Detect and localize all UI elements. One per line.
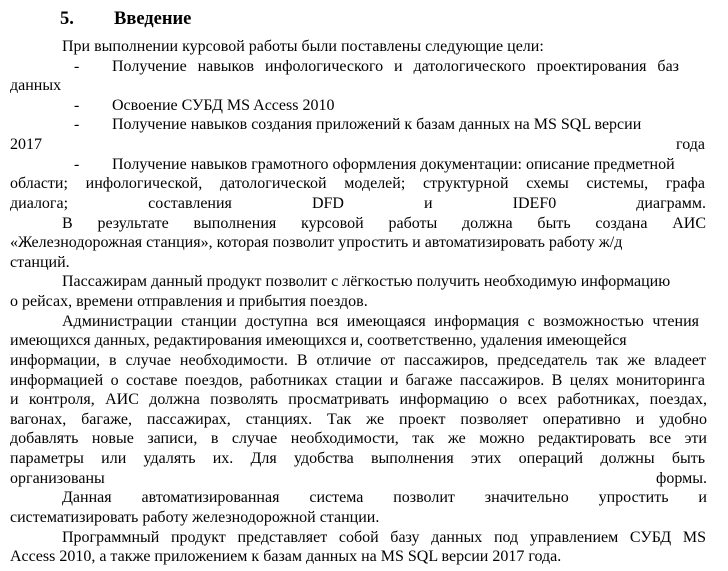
- paragraph-line: информации, в случае необходимости. В отличие от пассажиров, председатель так же владеет: [10, 351, 706, 369]
- goal-continuation: области; инфологической, датологической моделей; структурной схемы системы, графа: [10, 175, 705, 193]
- goal-text: Получение навыков инфологического и датологического проектирования баз: [112, 57, 679, 75]
- paragraph-line: и контроля, АИС должна позволять просматривать информацию о всех работниках, поездах,: [10, 391, 707, 409]
- paragraph-line: вагонах, багаже, пассажирах, станциях. Так же проект позволяет оперативно и удобно: [10, 410, 707, 428]
- paragraph-first-line: В результате выполнения курсовой работы должна быть создана АИС: [62, 214, 706, 232]
- paragraph-line: информацией о составе поездов, работниках стации и багаже пассажиров. В целях мониторинга: [10, 371, 705, 389]
- paragraph-line: Access 2010, а также приложением к базам данных на MS SQL версии 2017 года.: [10, 548, 562, 566]
- paragraph-line: организованы формы.: [10, 469, 707, 487]
- paragraph-line: добавлять новые записи, в случае необходимости, так же можно редактировать все эти: [10, 430, 707, 448]
- section-number: 5.: [60, 9, 74, 29]
- paragraph-first-line: Программный продукт представляет собой базу данных под управлением СУБД MS: [62, 528, 706, 546]
- goal-text: Освоение СУБД MS Access 2010: [112, 96, 335, 114]
- section-title: Введение: [114, 9, 192, 29]
- intro-line: При выполнении курсовой работы были поставлены следующие цели:: [62, 38, 544, 55]
- paragraph-first-line: Администрации станции доступна вся имеющаяся информация с возможностью чтения: [62, 312, 699, 330]
- paragraph-first-line: Данная автоматизированная система позволит значительно упростить и: [62, 489, 707, 507]
- goal-marker: -: [74, 96, 80, 114]
- goal-marker: -: [74, 155, 80, 173]
- paragraph-line: «Железнодорожная станция», которая позволит упростить и автоматизировать работу ж/д: [10, 234, 623, 252]
- goal-marker: -: [74, 57, 80, 75]
- paragraph-line: о рейсах, времени отправления и прибытия поездов.: [10, 293, 368, 311]
- goal-continuation: диалога; составления DFD и IDEF0 диаграмм.: [10, 194, 706, 212]
- goal-item: [10, 155, 718, 175]
- goal-continuation: данных: [10, 77, 62, 95]
- paragraph-line: станций.: [10, 253, 70, 271]
- goal-item: [10, 57, 718, 77]
- paragraph-line: имеющихся данных, редактирования имеющихся и, соответственно, удаления имеющейся: [10, 332, 627, 350]
- paragraph-first-line: Пассажирам данный продукт позволит с лёгкостью получить необходимую информацию: [62, 273, 671, 291]
- goal-text: Получение навыков грамотного оформления документации: описание предметной: [112, 155, 675, 173]
- paragraph-line: систематизировать работу железнодорожной станции.: [10, 508, 380, 526]
- paragraph-line: параметры или удалять их. Для удобства выполнения этих операций должны быть: [10, 450, 705, 468]
- goal-continuation: 2017 года: [10, 136, 705, 154]
- goal-item: [10, 96, 718, 116]
- goal-text: Получение навыков создания приложений к базам данных на MS SQL версии: [112, 116, 642, 134]
- goal-item: [10, 115, 718, 135]
- goal-marker: -: [74, 116, 80, 134]
